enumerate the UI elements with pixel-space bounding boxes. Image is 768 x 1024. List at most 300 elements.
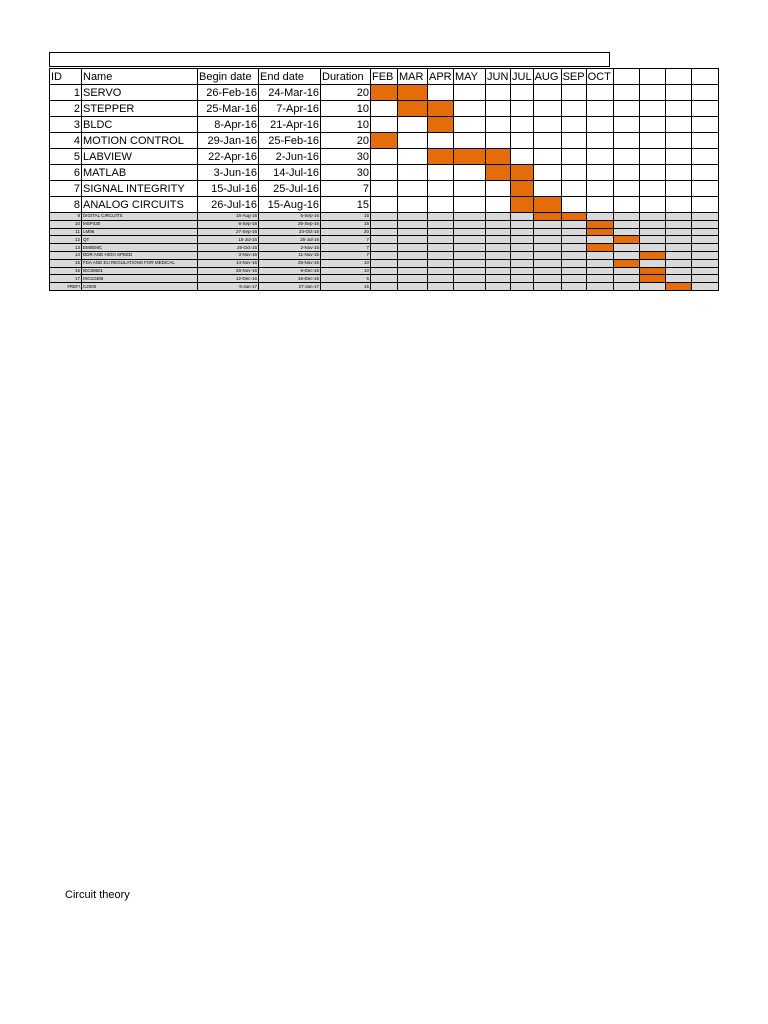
task-row xyxy=(50,259,719,267)
task-name: MSP430 xyxy=(82,220,198,228)
gantt-cell xyxy=(639,149,665,165)
gantt-cell xyxy=(398,267,428,275)
gantt-cell xyxy=(511,259,534,267)
gantt-cell xyxy=(398,181,428,197)
task-duration: 10 xyxy=(321,101,371,117)
gantt-cell xyxy=(533,236,561,244)
task-end-date: 11-Nov-16 xyxy=(259,251,321,259)
gantt-cell xyxy=(639,117,665,133)
gantt-cell xyxy=(371,149,398,165)
task-id: 2 xyxy=(50,101,82,117)
task-begin-date: 28-Nov-16 xyxy=(198,267,259,275)
task-id: #REF! xyxy=(50,283,82,291)
task-id: 11 xyxy=(50,228,82,236)
gantt-cell xyxy=(511,275,534,283)
gantt-cell xyxy=(398,197,428,213)
gantt-cell xyxy=(533,228,561,236)
gantt-cell xyxy=(371,251,398,259)
gantt-cell xyxy=(428,275,454,283)
gantt-cell xyxy=(486,244,511,252)
gantt-cell xyxy=(586,117,613,133)
task-id: 15 xyxy=(50,259,82,267)
task-begin-date: 25-Oct-16 xyxy=(198,244,259,252)
task-duration: 10 xyxy=(321,267,371,275)
gantt-cell xyxy=(639,165,665,181)
gantt-cell xyxy=(665,101,691,117)
gantt-bar xyxy=(586,228,613,236)
gantt-cell xyxy=(586,197,613,213)
gantt-bar xyxy=(398,85,428,101)
gantt-bar xyxy=(533,197,561,213)
gantt-cell xyxy=(691,101,718,117)
task-id: 9 xyxy=(50,213,82,221)
gantt-cell xyxy=(613,117,639,133)
task-id: 3 xyxy=(50,117,82,133)
gantt-bar xyxy=(371,85,398,101)
gantt-cell xyxy=(454,267,486,275)
gantt-cell xyxy=(454,220,486,228)
task-name: SIGNAL INTEGRITY xyxy=(82,181,198,197)
task-end-date: 15-Aug-16 xyxy=(259,197,321,213)
header-month: OCT xyxy=(586,69,613,85)
gantt-cell xyxy=(428,197,454,213)
gantt-cell xyxy=(639,236,665,244)
task-begin-date: 26-Feb-16 xyxy=(198,85,259,101)
gantt-cell xyxy=(398,251,428,259)
gantt-bar xyxy=(511,181,534,197)
gantt-cell xyxy=(613,283,639,291)
header-name: Name xyxy=(82,69,198,85)
task-row xyxy=(50,283,719,291)
task-begin-date: 3-Nov-16 xyxy=(198,251,259,259)
gantt-cell xyxy=(371,259,398,267)
gantt-cell xyxy=(691,267,718,275)
gantt-cell xyxy=(371,213,398,221)
task-id: 13 xyxy=(50,244,82,252)
gantt-cell xyxy=(586,275,613,283)
gantt-cell xyxy=(561,244,586,252)
gantt-cell xyxy=(691,85,718,101)
task-name: C2000 xyxy=(82,283,198,291)
gantt-cell xyxy=(533,181,561,197)
task-id: 1 xyxy=(50,85,82,101)
task-name: DDR AND HIGH SPEED xyxy=(82,251,198,259)
gantt-cell xyxy=(428,267,454,275)
task-begin-date: 26-Jul-16 xyxy=(198,197,259,213)
gantt-cell xyxy=(486,220,511,228)
gantt-bar xyxy=(486,149,511,165)
gantt-cell xyxy=(511,236,534,244)
gantt-cell xyxy=(533,165,561,181)
task-id: 5 xyxy=(50,149,82,165)
task-row xyxy=(50,267,719,275)
gantt-cell xyxy=(428,244,454,252)
task-id: 16 xyxy=(50,267,82,275)
gantt-cell xyxy=(561,117,586,133)
task-row xyxy=(50,275,719,283)
gantt-cell xyxy=(613,244,639,252)
header-month: AUG xyxy=(533,69,561,85)
task-begin-date: 15-Jul-16 xyxy=(198,181,259,197)
gantt-cell xyxy=(613,133,639,149)
task-id: 12 xyxy=(50,236,82,244)
gantt-cell xyxy=(639,228,665,236)
task-name: BLDC xyxy=(82,117,198,133)
header-month: APR xyxy=(429,70,452,83)
gantt-cell xyxy=(454,197,486,213)
task-begin-date: 25-Mar-16 xyxy=(198,101,259,117)
task-begin-date: 15-Jul-16 xyxy=(198,236,259,244)
gantt-cell xyxy=(428,283,454,291)
gantt-cell xyxy=(586,251,613,259)
gantt-cell xyxy=(511,133,534,149)
gantt-cell xyxy=(486,181,511,197)
header-row xyxy=(50,69,719,85)
gantt-cell xyxy=(533,251,561,259)
task-duration: 20 xyxy=(321,228,371,236)
gantt-cell xyxy=(398,117,428,133)
task-name: LM96 xyxy=(82,228,198,236)
gantt-cell xyxy=(398,213,428,221)
gantt-cell xyxy=(511,101,534,117)
gantt-cell xyxy=(371,181,398,197)
task-duration: 7 xyxy=(321,244,371,252)
gantt-cell xyxy=(371,165,398,181)
header-month xyxy=(639,69,665,85)
task-row xyxy=(50,133,719,149)
gantt-cell xyxy=(511,267,534,275)
header-month: MAY xyxy=(454,69,486,85)
task-begin-date: 14-Nov-16 xyxy=(198,259,259,267)
gantt-cell xyxy=(586,267,613,275)
task-duration: 30 xyxy=(321,165,371,181)
gantt-cell xyxy=(691,165,718,181)
task-end-date: 25-Jul-16 xyxy=(259,181,321,197)
gantt-bar xyxy=(665,283,691,291)
gantt-cell xyxy=(561,197,586,213)
task-name: DIGITAL CIRCUITS xyxy=(82,213,198,221)
gantt-cell xyxy=(639,133,665,149)
gantt-cell xyxy=(486,197,511,213)
task-id: 14 xyxy=(50,251,82,259)
task-duration: 20 xyxy=(321,85,371,101)
gantt-cell xyxy=(486,213,511,221)
gantt-table xyxy=(49,68,719,291)
gantt-cell xyxy=(511,85,534,101)
header-month: SEP xyxy=(562,70,585,83)
gantt-cell xyxy=(613,220,639,228)
gantt-cell xyxy=(561,283,586,291)
task-end-date: 14-Jul-16 xyxy=(259,165,321,181)
gantt-cell xyxy=(454,275,486,283)
gantt-cell xyxy=(511,149,534,165)
gantt-cell xyxy=(428,133,454,149)
gantt-cell xyxy=(586,85,613,101)
gantt-cell xyxy=(398,133,428,149)
gantt-cell xyxy=(691,213,718,221)
gantt-cell xyxy=(398,220,428,228)
task-row xyxy=(50,181,719,197)
gantt-bar xyxy=(533,213,561,221)
gantt-cell xyxy=(586,133,613,149)
gantt-cell xyxy=(533,85,561,101)
gantt-cell xyxy=(511,283,534,291)
gantt-cell xyxy=(486,101,511,117)
gantt-cell xyxy=(691,117,718,133)
gantt-cell xyxy=(691,236,718,244)
gantt-cell xyxy=(454,251,486,259)
gantt-cell xyxy=(613,213,639,221)
task-end-date: 21-Apr-16 xyxy=(259,117,321,133)
task-duration: 30 xyxy=(321,149,371,165)
gantt-bar xyxy=(454,149,486,165)
gantt-cell xyxy=(639,283,665,291)
header-month: FEB xyxy=(371,69,398,85)
task-name: MOTION CONTROL xyxy=(82,133,198,149)
gantt-cell xyxy=(665,197,691,213)
gantt-cell xyxy=(533,283,561,291)
gantt-cell xyxy=(613,165,639,181)
task-end-date: 9-Dec-16 xyxy=(259,267,321,275)
task-id: 6 xyxy=(50,165,82,181)
gantt-cell xyxy=(613,275,639,283)
gantt-cell xyxy=(665,275,691,283)
gantt-cell xyxy=(613,197,639,213)
task-name: QT xyxy=(82,236,198,244)
task-duration: 15 xyxy=(321,283,371,291)
gantt-cell xyxy=(561,267,586,275)
gantt-bar xyxy=(371,133,398,149)
task-begin-date: 3-Jun-16 xyxy=(198,165,259,181)
gantt-cell xyxy=(691,283,718,291)
gantt-cell xyxy=(454,117,486,133)
gantt-cell xyxy=(586,149,613,165)
gantt-bar xyxy=(511,197,534,213)
gantt-cell xyxy=(691,259,718,267)
gantt-cell xyxy=(561,259,586,267)
task-row xyxy=(50,165,719,181)
gantt-cell xyxy=(486,133,511,149)
gantt-bar xyxy=(428,101,454,117)
gantt-cell xyxy=(665,259,691,267)
gantt-cell xyxy=(533,244,561,252)
task-duration: 7 xyxy=(321,236,371,244)
gantt-cell xyxy=(398,244,428,252)
gantt-cell xyxy=(371,101,398,117)
gantt-cell xyxy=(665,213,691,221)
gantt-cell xyxy=(511,220,534,228)
gantt-cell xyxy=(371,275,398,283)
task-duration: 10 xyxy=(321,117,371,133)
gantt-cell xyxy=(691,149,718,165)
gantt-cell xyxy=(533,149,561,165)
task-begin-date: 9-Jan-17 xyxy=(198,283,259,291)
gantt-cell xyxy=(428,85,454,101)
gantt-cell xyxy=(454,213,486,221)
task-begin-date: 12-Dec-16 xyxy=(198,275,259,283)
gantt-cell xyxy=(486,251,511,259)
task-end-date: 5-Sep-16 xyxy=(259,213,321,221)
gantt-cell xyxy=(561,236,586,244)
gantt-cell xyxy=(691,220,718,228)
gantt-cell xyxy=(665,181,691,197)
gantt-cell xyxy=(511,251,534,259)
gantt-cell xyxy=(533,220,561,228)
gantt-bar xyxy=(613,236,639,244)
gantt-cell xyxy=(691,197,718,213)
gantt-bar xyxy=(561,213,586,221)
task-end-date: 24-Mar-16 xyxy=(259,85,321,101)
footer-note: Circuit theory xyxy=(65,889,130,901)
gantt-cell xyxy=(561,275,586,283)
gantt-cell xyxy=(511,244,534,252)
chart-title-box xyxy=(49,52,610,67)
task-id: 8 xyxy=(50,197,82,213)
gantt-bar xyxy=(639,251,665,259)
task-end-date: 25-Feb-16 xyxy=(259,133,321,149)
gantt-cell xyxy=(639,85,665,101)
gantt-cell xyxy=(691,228,718,236)
task-id: 10 xyxy=(50,220,82,228)
gantt-cell xyxy=(371,267,398,275)
gantt-cell xyxy=(398,165,428,181)
gantt-bar xyxy=(398,101,428,117)
gantt-cell xyxy=(454,259,486,267)
task-row xyxy=(50,244,719,252)
task-end-date: 26-Sep-16 xyxy=(259,220,321,228)
header-month: JUN xyxy=(486,69,511,85)
task-row xyxy=(50,220,719,228)
gantt-cell xyxy=(586,181,613,197)
gantt-cell xyxy=(613,101,639,117)
task-end-date: 2-Jun-16 xyxy=(259,149,321,165)
task-duration: 15 xyxy=(321,197,371,213)
gantt-cell xyxy=(561,165,586,181)
gantt-cell xyxy=(561,181,586,197)
gantt-cell xyxy=(454,228,486,236)
task-row xyxy=(50,251,719,259)
gantt-cell xyxy=(371,117,398,133)
gantt-bar xyxy=(511,165,534,181)
gantt-cell xyxy=(454,236,486,244)
gantt-cell xyxy=(613,251,639,259)
gantt-cell xyxy=(486,259,511,267)
task-id: 17 xyxy=(50,275,82,283)
header-month: JUL xyxy=(512,70,532,83)
gantt-cell xyxy=(428,251,454,259)
gantt-cell xyxy=(691,133,718,149)
task-duration: 7 xyxy=(321,181,371,197)
gantt-cell xyxy=(486,236,511,244)
gantt-cell xyxy=(613,85,639,101)
task-row xyxy=(50,236,719,244)
gantt-cell xyxy=(691,181,718,197)
gantt-cell xyxy=(398,259,428,267)
header-duration: Duration xyxy=(321,69,371,85)
task-row xyxy=(50,213,719,221)
gantt-cell xyxy=(371,197,398,213)
gantt-bar xyxy=(586,244,613,252)
task-duration: 7 xyxy=(321,251,371,259)
task-name: FDA AND EU REGULATIONS FOR MEDICAL xyxy=(82,259,198,267)
gantt-cell xyxy=(428,165,454,181)
gantt-cell xyxy=(486,283,511,291)
task-name: LABVIEW xyxy=(82,149,198,165)
gantt-bar xyxy=(613,259,639,267)
task-end-date: 24-Oct-16 xyxy=(259,228,321,236)
gantt-cell xyxy=(454,101,486,117)
header-end-date: End date xyxy=(259,69,321,85)
gantt-cell xyxy=(371,228,398,236)
task-name: STEPPER xyxy=(82,101,198,117)
header-month xyxy=(613,69,639,85)
task-begin-date: 29-Jan-16 xyxy=(198,133,259,149)
task-row xyxy=(50,117,719,133)
gantt-cell xyxy=(428,181,454,197)
gantt-cell xyxy=(665,117,691,133)
gantt-cell xyxy=(691,275,718,283)
gantt-cell xyxy=(586,101,613,117)
gantt-cell xyxy=(561,149,586,165)
gantt-bar xyxy=(428,149,454,165)
gantt-cell xyxy=(561,133,586,149)
gantt-cell xyxy=(561,228,586,236)
task-duration: 15 xyxy=(321,220,371,228)
gantt-cell xyxy=(533,259,561,267)
gantt-cell xyxy=(665,228,691,236)
task-end-date: 7-Apr-16 xyxy=(259,101,321,117)
task-end-date: 25-Jul-16 xyxy=(259,236,321,244)
task-id: 7 xyxy=(50,181,82,197)
task-duration: 5 xyxy=(321,275,371,283)
gantt-cell xyxy=(665,149,691,165)
gantt-cell xyxy=(398,149,428,165)
gantt-cell xyxy=(639,220,665,228)
gantt-cell xyxy=(639,259,665,267)
gantt-cell xyxy=(533,101,561,117)
task-id: 4 xyxy=(50,133,82,149)
gantt-cell xyxy=(613,181,639,197)
gantt-cell xyxy=(665,133,691,149)
gantt-cell xyxy=(586,165,613,181)
task-row xyxy=(50,197,719,213)
gantt-cell xyxy=(454,165,486,181)
gantt-cell xyxy=(454,244,486,252)
gantt-cell xyxy=(371,236,398,244)
gantt-cell xyxy=(428,213,454,221)
gantt-cell xyxy=(533,275,561,283)
gantt-cell xyxy=(665,251,691,259)
task-end-date: 2-Nov-16 xyxy=(259,244,321,252)
gantt-cell xyxy=(665,244,691,252)
header-month: MAR xyxy=(398,69,428,85)
gantt-cell xyxy=(665,220,691,228)
gantt-cell xyxy=(428,236,454,244)
gantt-cell xyxy=(586,236,613,244)
gantt-cell xyxy=(533,117,561,133)
gantt-cell xyxy=(639,181,665,197)
gantt-cell xyxy=(511,213,534,221)
gantt-cell xyxy=(586,259,613,267)
header-id: ID xyxy=(50,69,82,85)
task-row xyxy=(50,85,719,101)
gantt-cell xyxy=(371,283,398,291)
gantt-cell xyxy=(533,133,561,149)
gantt-cell xyxy=(511,117,534,133)
gantt-cell xyxy=(613,267,639,275)
gantt-cell xyxy=(486,275,511,283)
gantt-cell xyxy=(371,220,398,228)
